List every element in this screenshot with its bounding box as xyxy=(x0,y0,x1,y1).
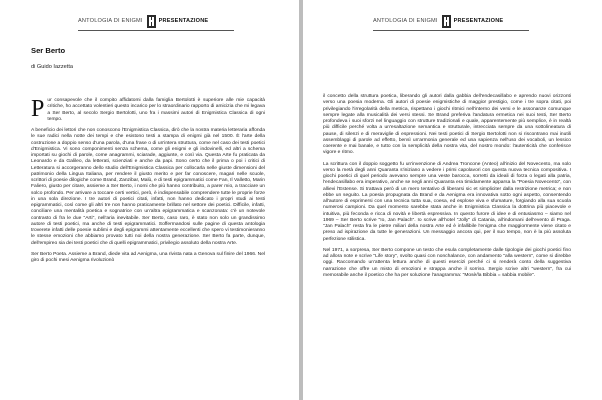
left-body-text xyxy=(31,98,265,269)
paragraph: A beneficio dei lettori che non conoscono l'Enigmistica Classica, dirò che la nostra materia letteraria affonda le sue radici nella notte dei tempi e che esistono testi a stampa di enigmi già nel 1500. È l'arte della costruzione a doppio senso d'una parola, d'una frase o di un'intera struttura, come nel caso dei testi poetici d'Enigmistica. Vi sono componimenti senza schema, come gli enigmi e gli indovinelli, ed altri a schema importati su giochi di parole, come anagrammi, sciarade, aggiunte, e così via. Questa Arte fu praticata da Leonardo e da Galileo, da letterati, scienziati e anche da papi. Sono certo che il prima o poi i critici di Letteratura si accorgeranno dello studio dell'Enigmistica Classica per collocarla nelle giuste dimensioni del patrimonio della Lingua Italiana, per rendere il giusto merito e per far conoscere, magari nelle scuole, scrittori di poesie dilogiche come Brand, Zanzibar, Malù, e di testi epigrammatici come Fan, Il Valletto, Marin Faliero, giusto per citare, assieme a Ser Berto, i nomi che più hanno contribuito, a parer mio, a tracciare un solco profondo. Per arrivare a toccare certi vertici, però, è indispensabile comprendere tutte le proprie forze in una sola direzione. I tre autori di poetici citati, infatti, non hanno dedicato i propri studi ai testi epigrammatici, così come gli altri tre non hanno praticamente brillato nel settore dei poetici. Difficile, infatti, conciliare una mentalità poetica e sognatrice con un'altra epigrammatica e scanzonata: c'è un notevole contrasto di fra le due "Arti", nell'aria inevitabile. Ser Berto, caso raro, è stato non solo un grandissimo autore di testi poetici, ma anche di testi epigrammatici. Soffermandosi sulle pagine di questa antologia troverete infatti delle poesie sublimi e degli epigrammi attentamente eccellenti che spero vi testimonieranno le stesse emozioni che abbiamo provato tutti noi della nostra generazione. Ser Berto fa parte, dunque, dell'empireo sia dei testi poetici che di quelli epigrammatici, privilegio assoluto della nostra Arte. xyxy=(31,128,265,246)
page-header xyxy=(78,14,208,28)
section-title: PRESENTAZIONE xyxy=(158,18,209,24)
series-title: ANTOLOGIA DI ENIGMI xyxy=(78,18,143,24)
article-author: di Guido Iazzetta xyxy=(31,64,73,70)
series-title: ANTOLOGIA DI ENIGMI xyxy=(373,18,438,24)
right-body-text xyxy=(323,94,571,284)
paragraph-text: ur consapevole che il compito affidatomi dalla famiglia Bertolotti è superiore alle mie capacità critiche, ho accettato volentieri questo incarico per lo straordinario rapporto di amicizia che mi legava a Ser Berto, al secolo Sergio Bertolotti, uno fra i massimi autori di Enigmistica Classica di ogni tempo. xyxy=(47,98,265,122)
right-page xyxy=(303,0,602,400)
paragraph: il concetto della struttura poetica, liberando gli autori dalla gabbia dell'endecasillabo e aprendo nuovi orizzonti verso una poesia moderna. Gli autori di poesie enigmistiche di maggior prestigio, come i tre sopra citati, poi privilegiando l'irregolarità della metrica, rispettano i giochi ritmici nell'interno dei versi e le assonanze comunque sempre legate alla musicalità dei versi stessi. Se Brand preferiva l'andatura ermetica nei suoi testi, Ser Berto profondeva i suoi sforzi nel linguaggio con strutture tradizionali e quale, apparentemente più semplice, è in realtà più difficile perché volta a un'esaltazione semantica e strutturale, intrecciata sempre da una sottolineatura di pause, di silenzi e di meraviglie di espressioni. Nei testi poetici di Sergio Bertolotti non si riscontrano mai inutili assemblaggi di parole ad effetto, bensì un'armonia generale ed una sapienza nell'uso dei vocaboli, un lessico coerente e mai banale, e tutto con la semplicità della nostra vita, del nostro mondo: l'autenticità che conferisce vigore e ritmo. xyxy=(323,94,571,156)
header-divider xyxy=(78,30,234,31)
page-header xyxy=(373,14,503,28)
paragraph xyxy=(31,98,265,123)
paragraph: Ser Berto Poeta. Assieme a Brand, diede vita ad Aenigma, una rivista nata a Genova sul finire del 1966. Nel giro di pochi mesi Aenigma rivoluzionò xyxy=(31,251,265,263)
header-divider xyxy=(373,30,529,31)
paragraph: Nel 1971, a sorpresa, Ser Berto compone un testo che esula completamente dalle tipologie dei giochi poetici fino ad allora note e scrive "Life story", svolto quasi con nonchalance, con andamento "alla western", come si direbbe oggi. Raccomando un'attenta lettura anche di questi esercizi perché ci si renderà conto della suggestiva narrazione che offre un misto di emozioni e strappa anche il sorriso. Sergio scrive altri "western", fra cui memorabile anche il poetico che ha per soluzione l'anagramma: "Mosè/la Bibbia = sabbia mobile". xyxy=(323,247,571,278)
section-title: PRESENTAZIONE xyxy=(453,18,504,24)
drop-cap: P xyxy=(31,96,45,122)
article-title: Ser Berto xyxy=(31,46,66,55)
left-page xyxy=(0,0,299,400)
publisher-logo-icon xyxy=(442,15,451,28)
paragraph: La scrittura con il doppio soggetto fu un'invenzione di Andrea Troncone (Anteo) all'inizio del Novecento, ma solo verso la metà degli anni Quaranta s'iniziano a vedere i primi capolavori con questa nuova tecnica compositiva. I giochi poetici di quel periodo avevano sempre una veste barocca, sorretti da ideali di forza o legati alla patria, l'endecasillabo era imperativo, anche se negli anni Quaranta era timidamente apparsa la "Poesia Novecento", con allievi l'Estense. Si trattava però di un mero tentativo di liberarsi sic et simpliciter dalla restrizione metrica; e non ebbe un seguito. La poesia propugnata da Brand e da Aenigma era innovativa sotto ogni aspetto, consentendo all'autore di esprimersi con una tecnica tutta sua, coesa, ed esplose viva e sfumature, forgiando alla sua scuola numerosi campioni. Da quel momento sarebbe stata anche in Enigmistica Classica la dottrina più piacevole e intuitiva, più feconda e ricca di novità e libertà espressiva. In questo furore di idee e di entusiasmo – siamo nel 1969 – Ser Berto scrive "Io, Jan Palach". Io scrive all'hotel "Jolly" di Catania, all'indomani dell'evento di Praga. "Jan Palach" resta fra le pietre miliari della nostra Arte ed è infallibile l'enigma che maggiormente viene citato e preso ad ispirazione da tutte le generazioni. Un messaggio ancora qui, per il suo tempo, non è la più assoluta perfezione stilistica. xyxy=(323,161,571,242)
publisher-logo-icon xyxy=(147,15,156,28)
